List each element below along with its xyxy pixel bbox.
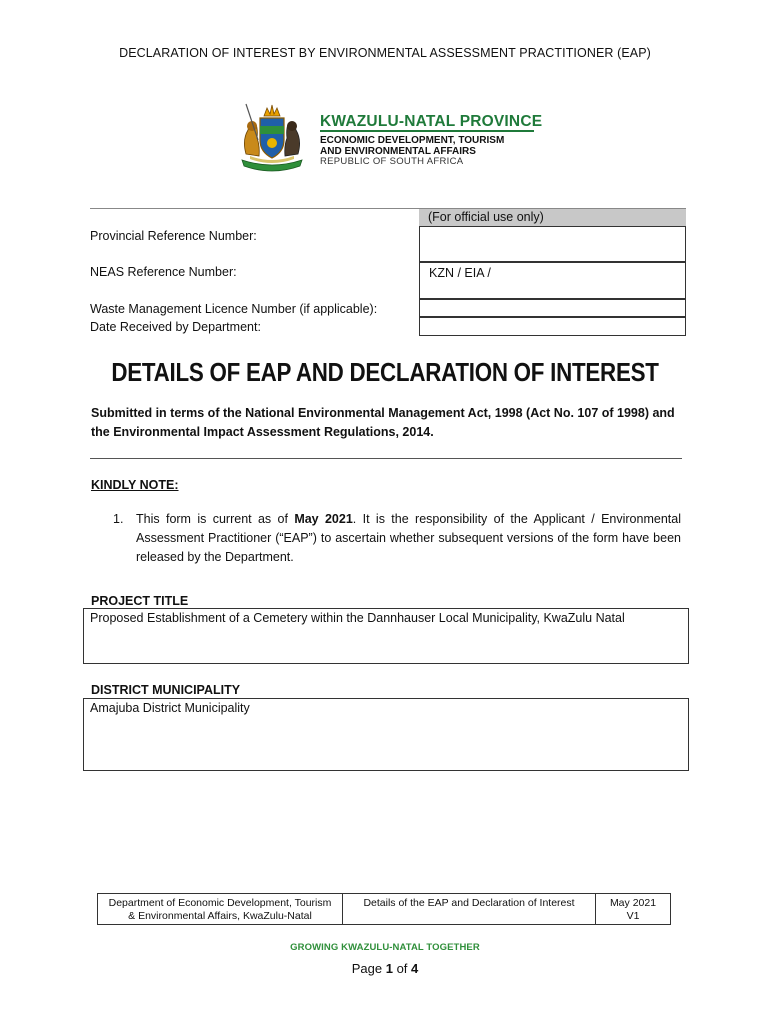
- neas-reference-label: NEAS Reference Number:: [90, 265, 237, 279]
- page-header: DECLARATION OF INTEREST BY ENVIRONMENTAL ASSESSMENT PRACTITIONER (EAP): [119, 46, 651, 60]
- neas-reference-field[interactable]: KZN / EIA /: [419, 262, 686, 299]
- note-text-before: This form is current as of: [136, 512, 295, 526]
- note-text: [136, 510, 681, 567]
- section-divider: [90, 458, 682, 459]
- footer-date: May 2021: [609, 897, 657, 909]
- note-number: 1.: [113, 512, 124, 526]
- note-text-after: . It is the responsibility of the Applicant / Environmental Assessment Practitioner (“EAP”) to ascertain whether subsequent versions of the form have been released by the Department.: [136, 512, 681, 564]
- note-date: May 2021: [294, 512, 353, 526]
- waste-licence-field[interactable]: [419, 299, 686, 317]
- page-total: 4: [411, 961, 419, 976]
- provincial-reference-field[interactable]: [419, 226, 686, 262]
- provincial-reference-label: Provincial Reference Number:: [90, 229, 257, 243]
- department-line-2: AND ENVIRONMENTAL AFFAIRS: [320, 146, 476, 157]
- page-number: [0, 961, 770, 976]
- footer-department-line-2: & Environmental Affairs, KwaZulu-Natal: [128, 910, 312, 922]
- footer-department: [98, 894, 342, 924]
- province-rule: [320, 130, 534, 132]
- country-name: REPUBLIC OF SOUTH AFRICA: [320, 156, 464, 167]
- project-title-heading: PROJECT TITLE: [91, 594, 189, 608]
- footer-slogan: GROWING KWAZULU-NATAL TOGETHER: [290, 942, 480, 953]
- footer-version: [595, 894, 670, 924]
- footer-table: [97, 893, 671, 925]
- document-subtitle: Submitted in terms of the National Environmental Management Act, 1998 (Act No. 107 of 1998) and the Environmental Impact Assessment Regulations, 2014.: [91, 406, 675, 439]
- coat-of-arms-icon: [232, 96, 312, 176]
- date-received-field[interactable]: [419, 317, 686, 336]
- kindly-note-heading: KINDLY NOTE:: [91, 478, 179, 492]
- footer-department-line-1: Department of Economic Development, Tourism: [108, 897, 332, 909]
- waste-licence-label: Waste Management Licence Number (if applicable):: [90, 302, 378, 316]
- district-municipality-heading: DISTRICT MUNICIPALITY: [91, 683, 241, 697]
- page-of: of: [392, 961, 412, 976]
- document-title: DETAILS OF EAP AND DECLARATION OF INTEREST: [111, 357, 659, 387]
- department-line-1: ECONOMIC DEVELOPMENT, TOURISM: [320, 135, 505, 146]
- province-name: KWAZULU-NATAL PROVINCE: [320, 113, 543, 130]
- footer-version-number: V1: [626, 910, 640, 922]
- page-prefix: Page: [351, 961, 386, 976]
- project-title-field[interactable]: Proposed Establishment of a Cemetery within the Dannhauser Local Municipality, KwaZulu Natal: [83, 608, 689, 664]
- page-current: 1: [385, 961, 393, 976]
- district-municipality-field[interactable]: Amajuba District Municipality: [83, 698, 689, 771]
- footer-document-name: Details of the EAP and Declaration of Interest: [342, 894, 595, 924]
- date-received-label: Date Received by Department:: [90, 320, 261, 334]
- official-use-heading: (For official use only): [419, 209, 686, 226]
